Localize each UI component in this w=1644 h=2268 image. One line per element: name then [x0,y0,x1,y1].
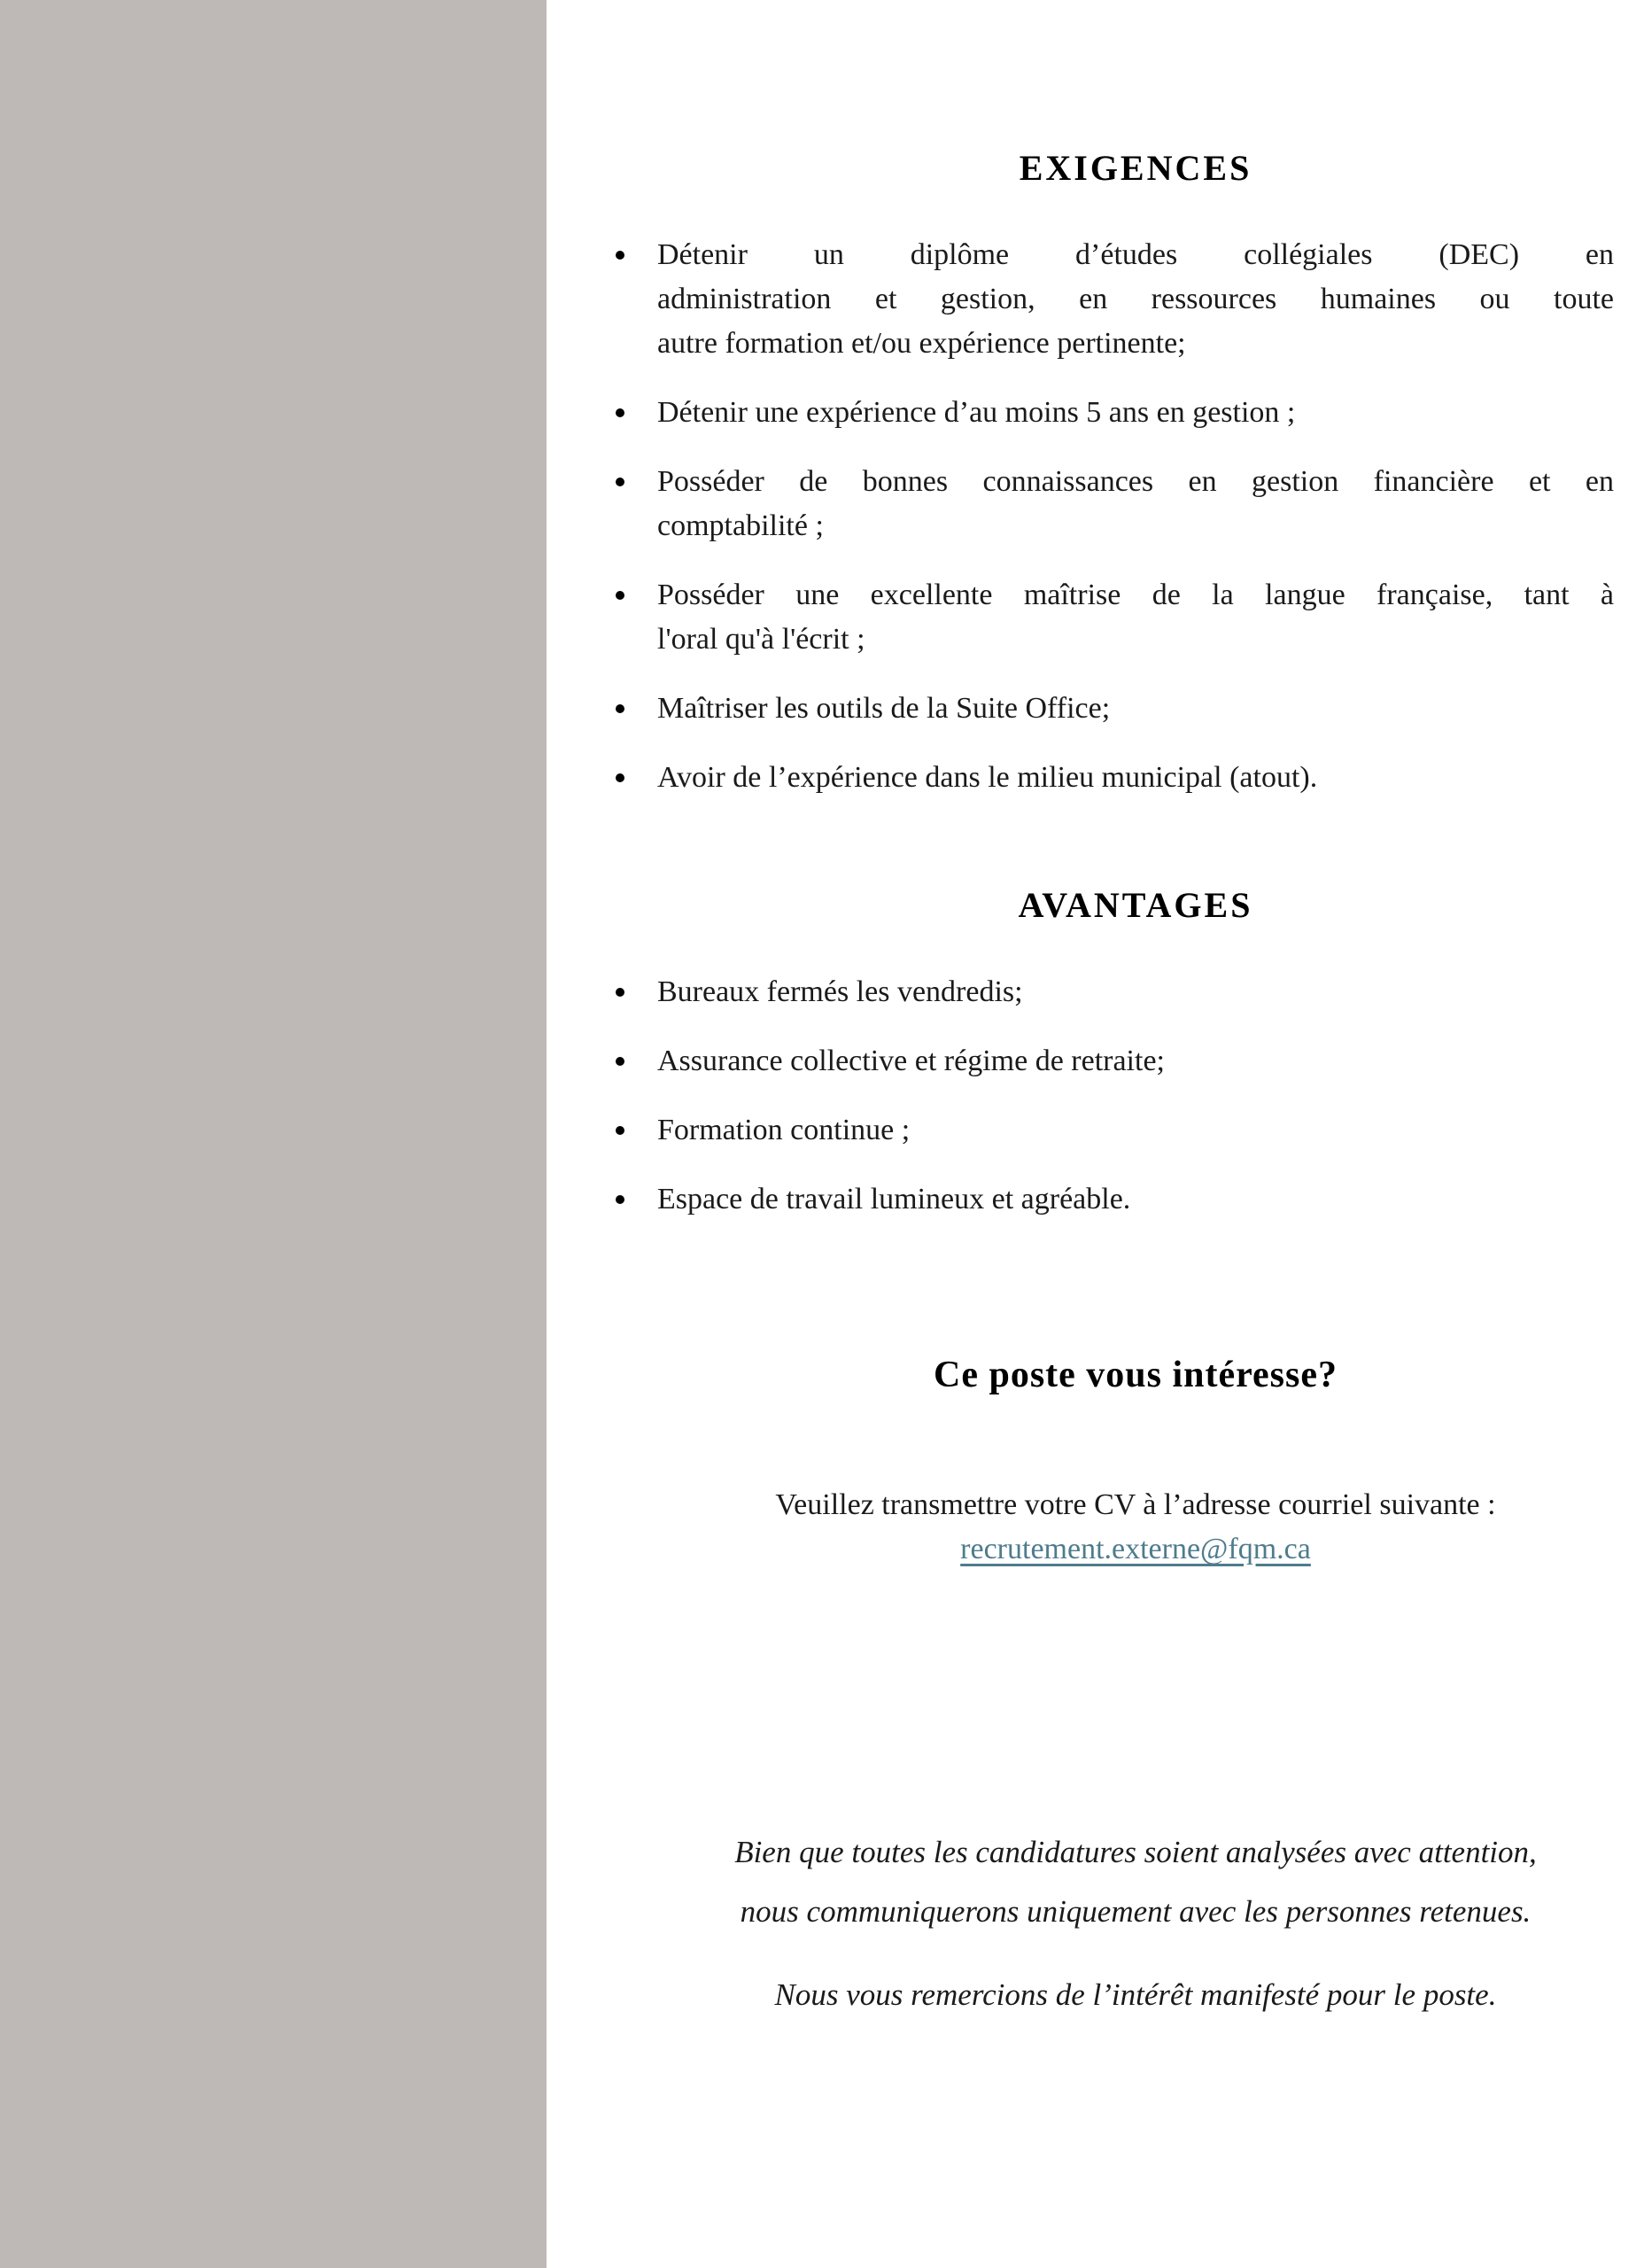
section-closing [657,1822,1614,2024]
sidebar-band [0,0,547,2268]
content-column [547,0,1644,2268]
bullet-text-line: Maîtriser les outils de la Suite Office; [657,692,1111,725]
bullet-icon [616,1126,624,1135]
list-item [657,1108,1614,1153]
section-cta [657,1348,1614,1572]
exigences-list [657,233,1614,800]
bullet-text-line: Espace de travail lumineux et agréable. [657,1183,1131,1216]
bullet-text-line: autre formation et/ou expérience pertinente; [657,327,1186,360]
email-link[interactable]: recrutement.externe@fqm.ca [960,1533,1311,1565]
list-item [657,391,1614,435]
bullet-icon [616,591,624,600]
avantages-title: AVANTAGES [1018,885,1253,925]
bullet-text-line: Avoir de l’expérience dans le milieu municipal (atout). [657,761,1318,794]
bullet-icon [616,408,624,417]
list-item [657,460,1614,548]
bullet-icon [616,1195,624,1204]
avantages-list [657,970,1614,1222]
list-item [657,573,1614,662]
bullet-text-line: Détenir une expérience d’au moins 5 ans en gestion ; [657,396,1296,429]
bullet-text-line: l'oral qu'à l'écrit ; [657,623,865,656]
closing-line: Bien que toutes les candidatures soient analysées avec attention, [734,1835,1537,1869]
bullet-text-line: Formation continue ; [657,1114,911,1146]
bullet-text-line: Posséder de bonnes connaissances en gestion financière et en [657,465,1614,498]
list-item [657,233,1614,366]
closing-thanks [657,1965,1614,2024]
bullet-icon [616,704,624,713]
bullet-icon [616,988,624,997]
bullet-text-line: Détenir un diplôme d’études collégiales (DEC) en [657,238,1614,271]
bullet-icon [616,478,624,486]
list-item [657,1177,1614,1222]
bullet-text-line: Posséder une excellente maîtrise de la langue française, tant à [657,579,1614,611]
bullet-icon [616,251,624,260]
closing-line: Nous vous remercions de l’intérêt manifesté pour le poste. [774,1977,1497,2012]
bullet-icon [616,1057,624,1066]
closing-line: nous communiquerons uniquement avec les personnes retenues. [740,1894,1532,1929]
cta-title: Ce poste vous intéresse? [933,1355,1338,1395]
section-avantages [657,880,1614,1222]
list-item [657,687,1614,731]
bullet-text-line: Assurance collective et régime de retraite; [657,1045,1165,1077]
list-item [657,1039,1614,1084]
bullet-icon [616,773,624,782]
bullet-text-line: comptabilité ; [657,509,824,542]
closing-paragraph [657,1822,1614,1941]
list-item [657,970,1614,1014]
cta-email-line [657,1527,1614,1572]
list-item [657,756,1614,800]
exigences-title: EXIGENCES [1019,148,1252,188]
section-exigences [657,143,1614,800]
bullet-text-line: administration et gestion, en ressources humaines ou toute [657,283,1614,315]
cta-instruction: Veuillez transmettre votre CV à l’adresse courriel suivante : [775,1488,1496,1521]
bullet-text-line: Bureaux fermés les vendredis; [657,975,1023,1008]
